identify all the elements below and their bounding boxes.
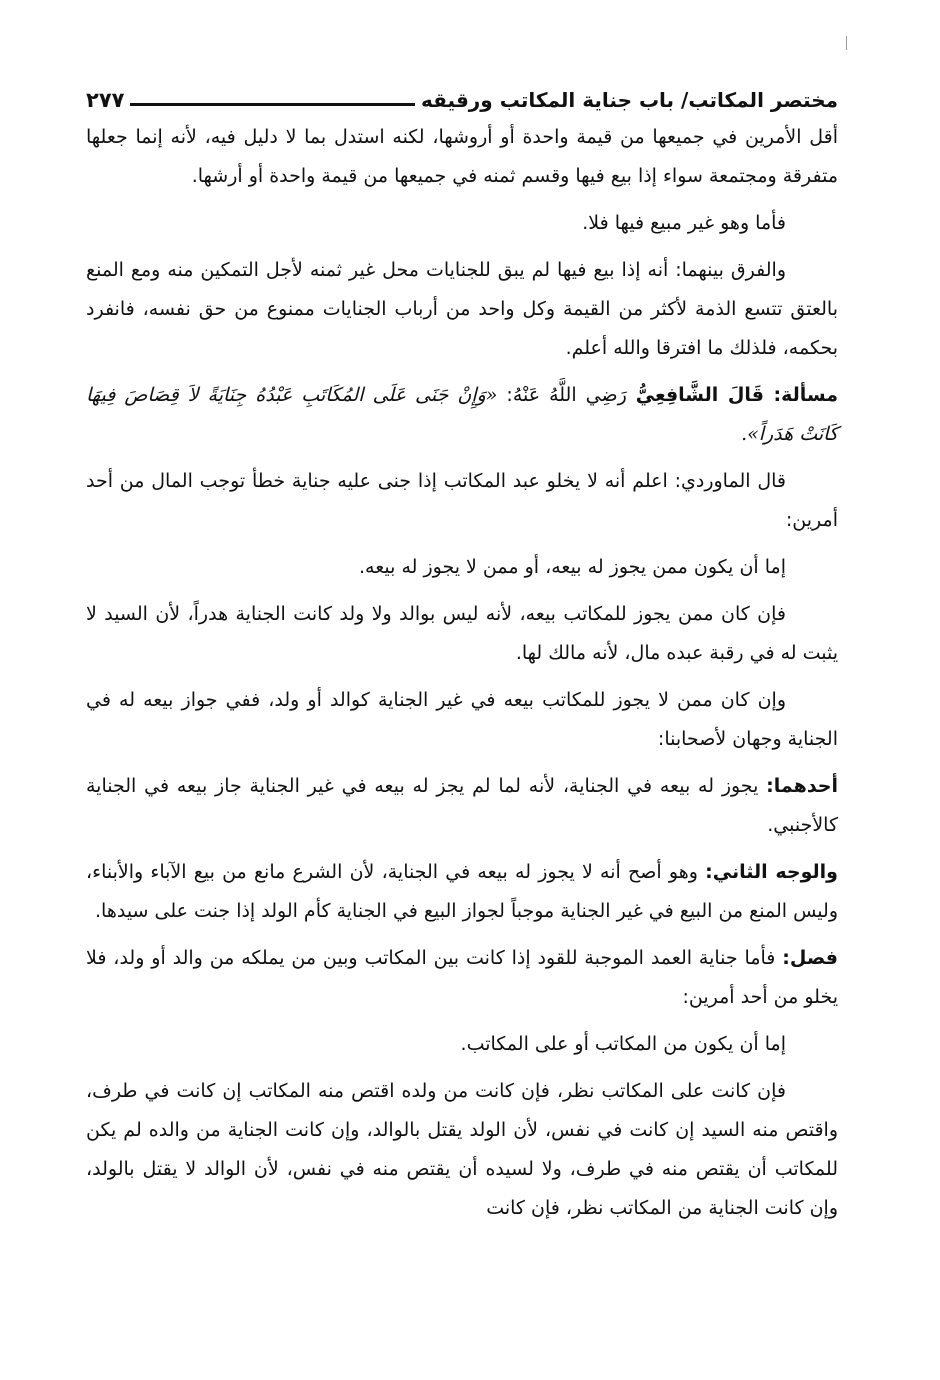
paragraph xyxy=(86,1025,838,1064)
paragraph-text: إما أن يكون ممن يجوز له بيعه، أو ممن لا يجوز له بيعه. xyxy=(359,556,786,578)
masala-honorific: رَضِي اللَّهُ عَنْهُ: xyxy=(497,384,636,406)
paragraph xyxy=(86,595,838,673)
paragraph-text: وهو أصح أنه لا يجوز له بيعه في الجناية، لأن الشرع مانع من بيع الآباء والأبناء، وليس المنع من البيع في غير الجناية موجباً لجواز البيع في الجناية كأم الولد إذا جنت على سيدها. xyxy=(86,861,838,922)
paragraph-label: أحدهما: xyxy=(766,775,838,797)
paragraph-text: فأما جناية العمد الموجبة للقود إذا كانت بين المكاتب وبين من يملكه من والد أو ولد، فلا يخلو من أحد أمرين: xyxy=(86,947,838,1008)
paragraph xyxy=(86,548,838,587)
masala-quote: «وَإِنْ جَنَى عَلَى المُكَاتَبِ عَبْدُهُ جِنَايَةً لاَ قِصَاصَ فِيهَا كَانَتْ هَدَراً». xyxy=(86,384,838,445)
masala-label: مسألة: قَالَ الشَّافِعِيُّ xyxy=(635,384,838,406)
paragraph xyxy=(86,681,838,759)
paragraph-text: أقل الأمرين في جميعها من قيمة واحدة أو أروشها، لكنه استدل بما لا دليل فيه، لأنه إنما جعلها متفرقة ومجتمعة سواء إذا بيع فيها وقسم ثمنه في جميعها من قيمة واحدة أو أرشها. xyxy=(86,126,838,187)
paragraph xyxy=(86,251,838,368)
paragraph-label: والوجه الثاني: xyxy=(705,861,838,883)
page-edge-mark xyxy=(846,36,847,50)
paragraph-text: فإن كان ممن يجوز للمكاتب بيعه، لأنه ليس بوالد ولا ولد كانت الجناية هدراً، لأن السيد لا يثبت له في رقبة عبده مال، لأنه مالك لها. xyxy=(86,603,838,664)
paragraph-text: والفرق بينهما: أنه إذا بيع فيها لم يبق للجنايات محل غير ثمنه لأجل التمكين منه ومع المنع بالعتق تتسع الذمة لأكثر من القيمة وكل واحد من أرباب الجنايات ممنوع من حق نفسه، فانفرد بحكمه، فلذلك ما افترقا والله أعلم. xyxy=(86,259,838,359)
header-title: مختصر المكاتب/ باب جناية المكاتب ورقيقه xyxy=(421,88,838,112)
running-header xyxy=(86,84,838,116)
paragraph-text: فإن كانت على المكاتب نظر، فإن كانت من ولده اقتص منه المكاتب إن كانت في طرف، واقتص منه السيد إن كانت في نفس، لأن الولد يقتل بالوالد، وإن كانت الجناية من والده لم يكن للمكاتب أن يقتص منه في طرف، ولا لسيده أن يقتص منه في نفس، لأن الوالد لا يقتل بالولد، وإن كانت الجناية من المكاتب نظر، فإن كانت xyxy=(86,1080,838,1219)
fasl-label: فصل: xyxy=(782,947,838,969)
header-rule xyxy=(130,103,415,106)
body-text xyxy=(86,118,838,1236)
paragraph-text: إما أن يكون من المكاتب أو على المكاتب. xyxy=(460,1033,786,1055)
paragraph xyxy=(86,204,838,243)
page-number: ٢٧٧ xyxy=(86,88,125,112)
paragraph-text: قال الماوردي: اعلم أنه لا يخلو عبد المكاتب إذا جنى عليه جناية خطأ توجب المال من أحد أمرين: xyxy=(86,470,838,531)
paragraph-text: يجوز له بيعه في الجناية، لأنه لما لم يجز له بيعه في غير الجناية جاز بيعه في الجناية كالأجنبي. xyxy=(86,775,838,836)
fasl-paragraph xyxy=(86,939,838,1017)
paragraph xyxy=(86,118,838,196)
first-view-paragraph xyxy=(86,767,838,845)
second-view-paragraph xyxy=(86,853,838,931)
masala-paragraph xyxy=(86,376,838,454)
paragraph xyxy=(86,1072,838,1228)
paragraph-text: وإن كان ممن لا يجوز للمكاتب بيعه في غير الجناية كوالد أو ولد، ففي جواز بيعه له في الجناية وجهان لأصحابنا: xyxy=(86,689,838,750)
paragraph xyxy=(86,462,838,540)
paragraph-text: فأما وهو غير مبيع فيها فلا. xyxy=(582,212,786,234)
